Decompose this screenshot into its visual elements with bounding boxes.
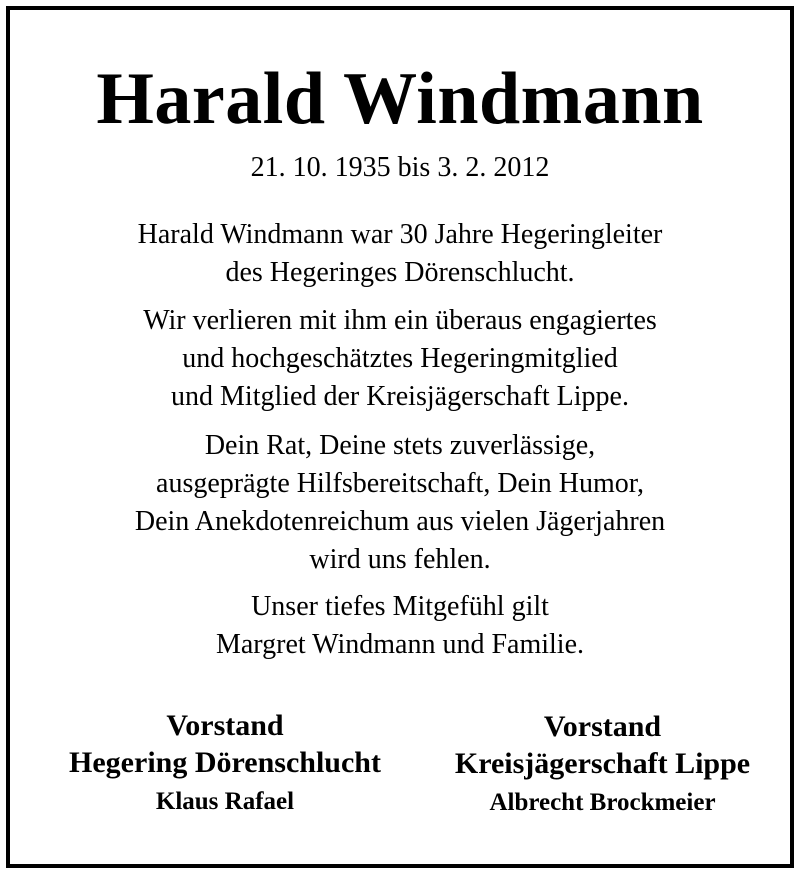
text-line: wird uns fehlen.	[309, 544, 491, 575]
text-line: Wir verlieren mit ihm ein überaus engagiertes	[143, 305, 657, 336]
tribute-paragraph-personal	[10, 427, 790, 579]
text-line: und Mitglied der Kreisjägerschaft Lippe.	[171, 381, 629, 412]
text-line: Dein Anekdotenreichum aus vielen Jägerjahren	[134, 506, 666, 537]
signature-organization: Kreisjägerschaft Lippe	[454, 747, 751, 780]
signature-title: Vorstand	[166, 709, 284, 742]
deceased-name: Harald Windmann	[96, 58, 704, 140]
text-line: Harald Windmann war 30 Jahre Hegeringleiter	[137, 219, 663, 250]
condolence-paragraph	[10, 588, 790, 664]
signature-block-hegering	[30, 708, 420, 822]
text-line: und hochgeschätztes Hegeringmitglied	[182, 343, 618, 374]
tribute-paragraph-membership	[10, 302, 790, 416]
text-line: Dein Rat, Deine stets zuverlässige,	[204, 430, 596, 461]
text-line: des Hegeringes Dörenschlucht.	[225, 257, 575, 288]
obituary-notice	[10, 10, 790, 864]
text-line: Margret Windmann und Familie.	[215, 629, 584, 660]
life-dates: 21. 10. 1935 bis 3. 2. 2012	[250, 152, 550, 183]
signature-person: Klaus Rafael	[155, 788, 295, 815]
text-line: ausgeprägte Hilfsbereitschaft, Dein Humor,	[156, 468, 644, 499]
tribute-paragraph-leadership	[10, 216, 790, 292]
signature-organization: Hegering Dörenschlucht	[69, 746, 381, 779]
text-line: Unser tiefes Mitgefühl gilt	[251, 591, 549, 622]
signature-block-kreisjaegerschaft	[415, 709, 790, 823]
signature-title: Vorstand	[543, 710, 662, 743]
signature-person: Albrecht Brockmeier	[489, 789, 716, 816]
